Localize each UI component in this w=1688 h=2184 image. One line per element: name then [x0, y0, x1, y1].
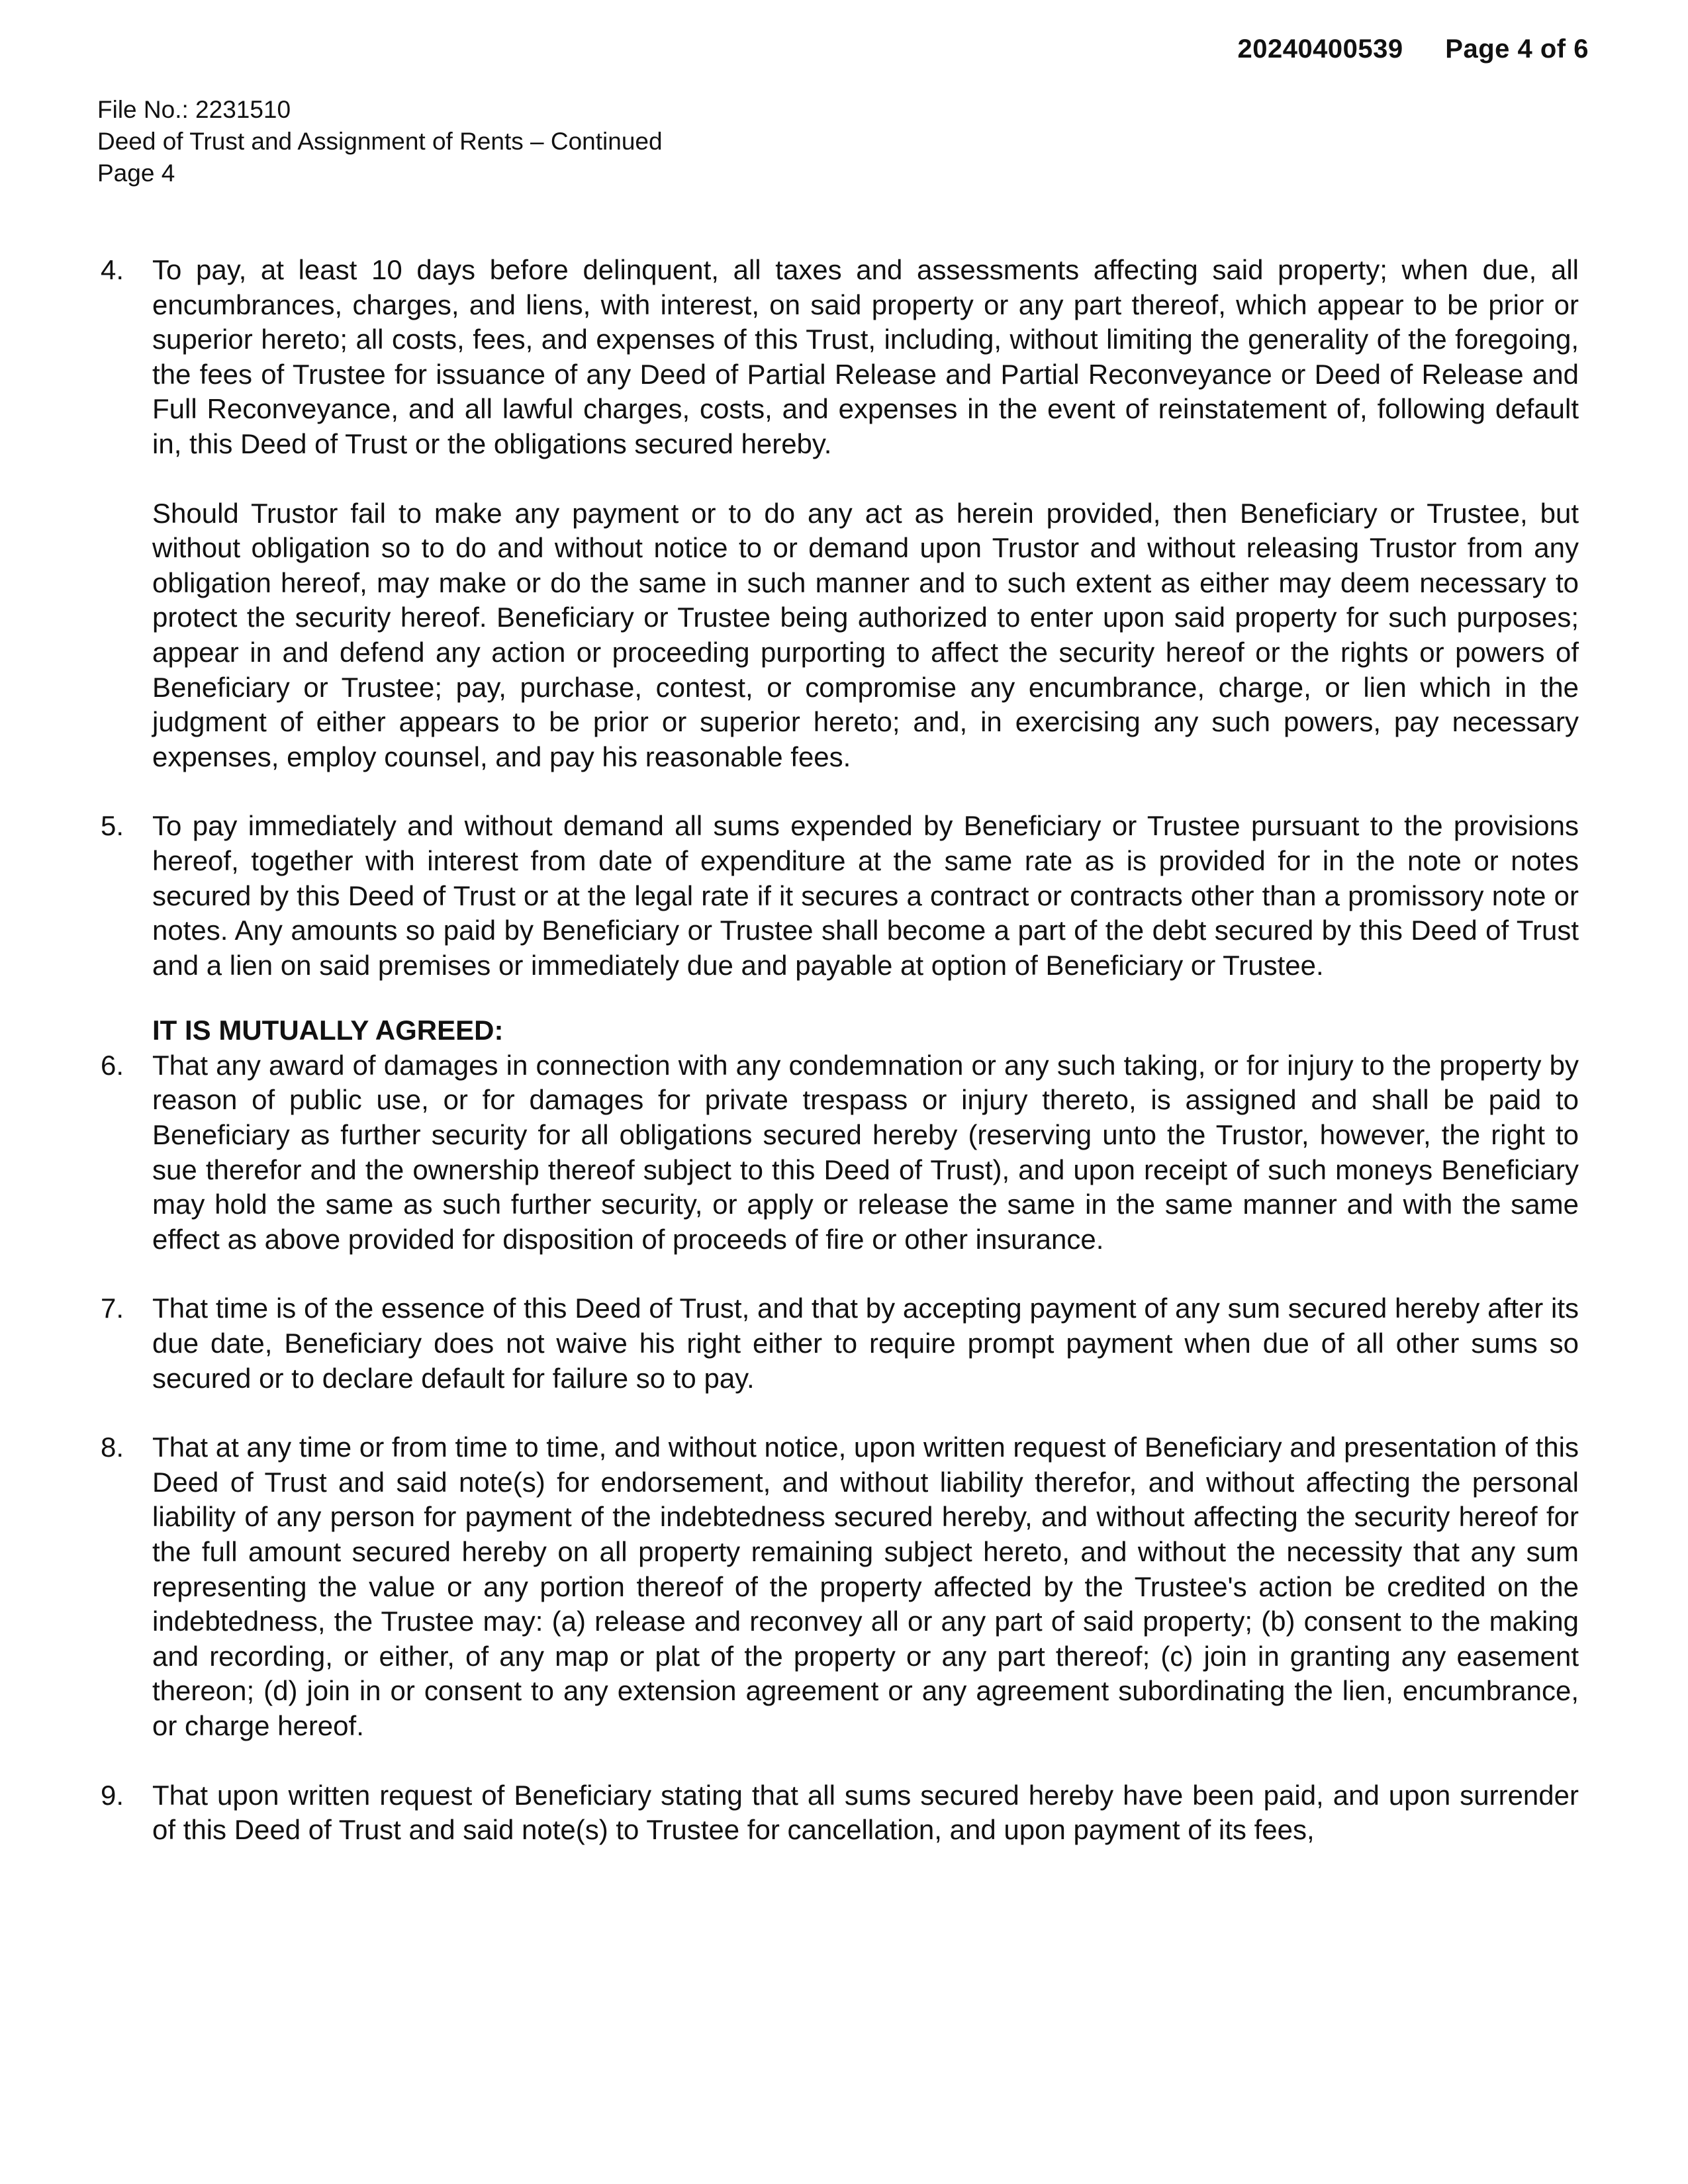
document-title: Deed of Trust and Assignment of Rents – Continued: [97, 128, 663, 155]
clause-paragraph: That upon written request of Beneficiary stating that all sums secured hereby have been paid, and upon surrender of this Deed of Trust and said note(s) to Trustee for cancellation, and upon payment of its fees,: [152, 1779, 1579, 1846]
clause-content: [152, 1430, 1579, 1743]
page-count: Page 4 of 6: [1445, 34, 1589, 64]
clause-content: [152, 253, 1579, 774]
clause-8: [99, 1430, 1579, 1743]
clause-5: [99, 809, 1579, 983]
clause-content: [152, 809, 1579, 983]
clause-6: [99, 1048, 1579, 1257]
clause-4: [99, 253, 1579, 774]
clause-paragraph: Should Trustor fail to make any payment or to do any act as herein provided, then Beneficiary or Trustee, but without obligation so to do and without notice to or demand upon Trustor and without releasing Trustor from any obligation hereof, may make or do the same in such manner and to such extent as either may deem necessary to protect the security hereof. Beneficiary or Trustee being authorized to enter upon said property for such purposes; appear in and defend any action or proceeding purporting to affect the security hereof or the rights or powers of Beneficiary or Trustee; pay, purchase, contest, or compromise any encumbrance, charge, or lien which in the judgment of either appears to be prior or superior hereto; and, in exercising any such powers, pay necessary expenses, employ counsel, and pay his reasonable fees.: [152, 497, 1579, 772]
clause-number: 9.: [101, 1779, 124, 1811]
clause-number: 5.: [101, 810, 124, 842]
recording-stamp: [1237, 34, 1589, 64]
clause-content: [152, 1048, 1579, 1257]
clause-number: 8.: [101, 1432, 124, 1463]
clause-paragraph: That any award of damages in connection with any condemnation or any such taking, or for injury to the property by reason of public use, or for damages for private trespass or injury thereto, is assigned and shall be paid to Beneficiary as further security for all obligations secured hereby (reserving unto the Trustor, however, the right to sue therefor and the ownership thereof subject to this Deed of Trust), and upon receipt of such moneys Beneficiary may hold the same as such further security, or apply or release the same in the same manner and with the same effect as above provided for disposition of proceeds of fire or other insurance.: [152, 1049, 1579, 1255]
document-body: [99, 253, 1579, 1882]
clause-paragraph: To pay, at least 10 days before delinquent, all taxes and assessments affecting said property; when due, all encumbrances, charges, and liens, with interest, on said property or any part thereof, which appear to be prior or superior hereto; all costs, fees, and expenses of this Trust, including, without limiting the generality of the foregoing, the fees of Trustee for issuance of any Deed of Partial Release and Partial Reconveyance or Deed of Release and Full Reconveyance, and all lawful charges, costs, and expenses in the event of reinstatement of, following default in, this Deed of Trust or the obligations secured hereby.: [152, 254, 1579, 459]
header-page-number: Page 4: [97, 159, 175, 187]
clause-number: 7.: [101, 1293, 124, 1324]
file-number: File No.: 2231510: [97, 96, 291, 123]
clause-number: 4.: [101, 254, 124, 285]
clause-7: [99, 1291, 1579, 1396]
clause-content: [152, 1291, 1579, 1396]
clause-paragraph: To pay immediately and without demand all sums expended by Beneficiary or Trustee pursuant to the provisions hereof, together with interest from date of expenditure at the same rate as is provided for in the note or notes secured by this Deed of Trust or at the legal rate if it secures a contract or contracts other than a promissory note or notes. Any amounts so paid by Beneficiary or Trustee shall become a part of the debt secured by this Deed of Trust and a lien on said premises or immediately due and payable at option of Beneficiary or Trustee.: [152, 810, 1579, 981]
clause-paragraph: That time is of the essence of this Deed of Trust, and that by accepting payment of any sum secured hereby after its due date, Beneficiary does not waive his right either to require prompt payment when due of all other sums so secured or to declare default for failure so to pay.: [152, 1293, 1579, 1394]
mutually-agreed-heading: IT IS MUTUALLY AGREED:: [152, 1015, 504, 1046]
clause-content: [152, 1778, 1579, 1848]
document-header: [97, 94, 663, 189]
clause-9: [99, 1778, 1579, 1848]
clause-number: 6.: [101, 1049, 124, 1081]
clause-paragraph: That at any time or from time to time, and without notice, upon written request of Beneficiary and presentation of this Deed of Trust and said note(s) for endorsement, and without liability therefor, and without affecting the personal liability of any person for payment of the indebtedness secured hereby, and without affecting the security hereof for the full amount secured hereby on all property remaining subject hereto, and without the necessity that any sum representing the value or any portion thereof of the property affected by the Trustee's action be credited on the indebtedness, the Trustee may: (a) release and reconvey all or any part of said property; (b) consent to the making and recording, or either, of any map or plat of the property or any part thereof; (c) join in granting any easement thereon; (d) join in or consent to any extension agreement or any agreement subordinating the lien, encumbrance, or charge hereof.: [152, 1432, 1579, 1741]
recording-number: 20240400539: [1237, 34, 1403, 64]
